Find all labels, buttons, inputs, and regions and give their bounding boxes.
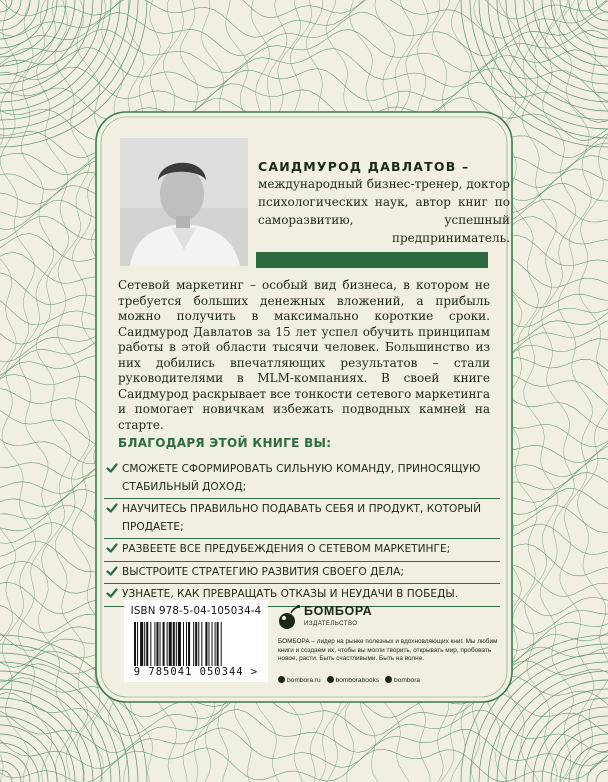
publisher-name: БОМБОРА [304,604,373,618]
benefit-item [104,539,500,562]
globe-icon [278,676,285,683]
vk-link[interactable]: bombora [394,677,421,684]
publisher-links [278,676,506,684]
instagram-link[interactable]: bomborabooks [335,677,380,684]
benefit-item [104,562,500,585]
barcode-digits: 9 785041 050344 > [133,666,259,678]
decorative-bar [256,252,488,268]
isbn-label: ISBN 978-5-04-105034-4 [130,606,262,617]
author-name: САИДМУРОД ДАВЛАТОВ – [258,159,470,174]
benefits-title: БЛАГОДАРЯ ЭТОЙ КНИГЕ ВЫ: [118,436,332,450]
publisher-subtitle: ИЗДАТЕЛЬСТВО [304,620,358,627]
benefit-text: НАУЧИТЕСЬ ПРАВИЛЬНО ПОДАВАТЬ СЕБЯ И ПРОДУКТ, КОТОРЫЙ ПРОДАЕТЕ; [122,503,482,533]
benefit-text: ВЫСТРОИТЕ СТРАТЕГИЮ РАЗВИТИЯ СВОЕГО ДЕЛА; [122,565,404,578]
instagram-icon [327,676,334,683]
author-bio: международный бизнес-тренер, доктор психологических наук, автор книг по саморазвитию, успешный предприниматель. [258,177,510,245]
benefit-text: СМОЖЕТЕ СФОРМИРОВАТЬ СИЛЬНУЮ КОМАНДУ, ПРИНОСЯЩУЮ СТАБИЛЬНЫЙ ДОХОД; [122,463,481,493]
check-icon [106,565,118,577]
book-description: Сетевой маркетинг – особый вид бизнеса, в котором не требуется больших денежных вложений, а прибыль можно получить в максимально короткие сроки. Саидмурод Давлатов за 15 лет успел обучить принципам работы в этой области тысячи человек. Большинство из них добились впечатляющих результатов – стали руководителями в MLM-компаниях. В своей книге Саидмурод раскрывает все тонкости сетевого маркетинга и помогает новичкам избежать подводных камней на старте. [118,278,490,432]
isbn-barcode-box [124,600,268,682]
publisher-description: БОМБОРА – лидер на рынке полезных и вдохновляющих книг. Мы любим книги и создаем их, чтобы вы могли творить, открывать мир, пробовать новое, расти. Быть счастливыми. Быть на волне. [278,638,498,662]
benefit-item [104,499,500,539]
benefit-text: УЗНАЕТЕ, КАК ПРЕВРАЩАТЬ ОТКАЗЫ И НЕУДАЧИ В ПОБЕДЫ. [122,588,459,600]
author-info [258,156,510,247]
check-icon [106,542,118,554]
check-icon [106,587,118,599]
benefit-text: РАЗВЕЕТЕ ВСЕ ПРЕДУБЕЖДЕНИЯ О СЕТЕВОМ МАРКЕТИНГЕ; [122,543,451,555]
benefit-item [104,459,500,499]
vk-icon [385,676,392,683]
check-icon [106,462,118,474]
bombora-logo-icon [278,604,300,630]
barcode [134,622,258,666]
benefits-list [104,459,500,607]
website-link[interactable]: bombora.ru [287,677,321,684]
author-photo [120,138,248,266]
check-icon [106,502,118,514]
